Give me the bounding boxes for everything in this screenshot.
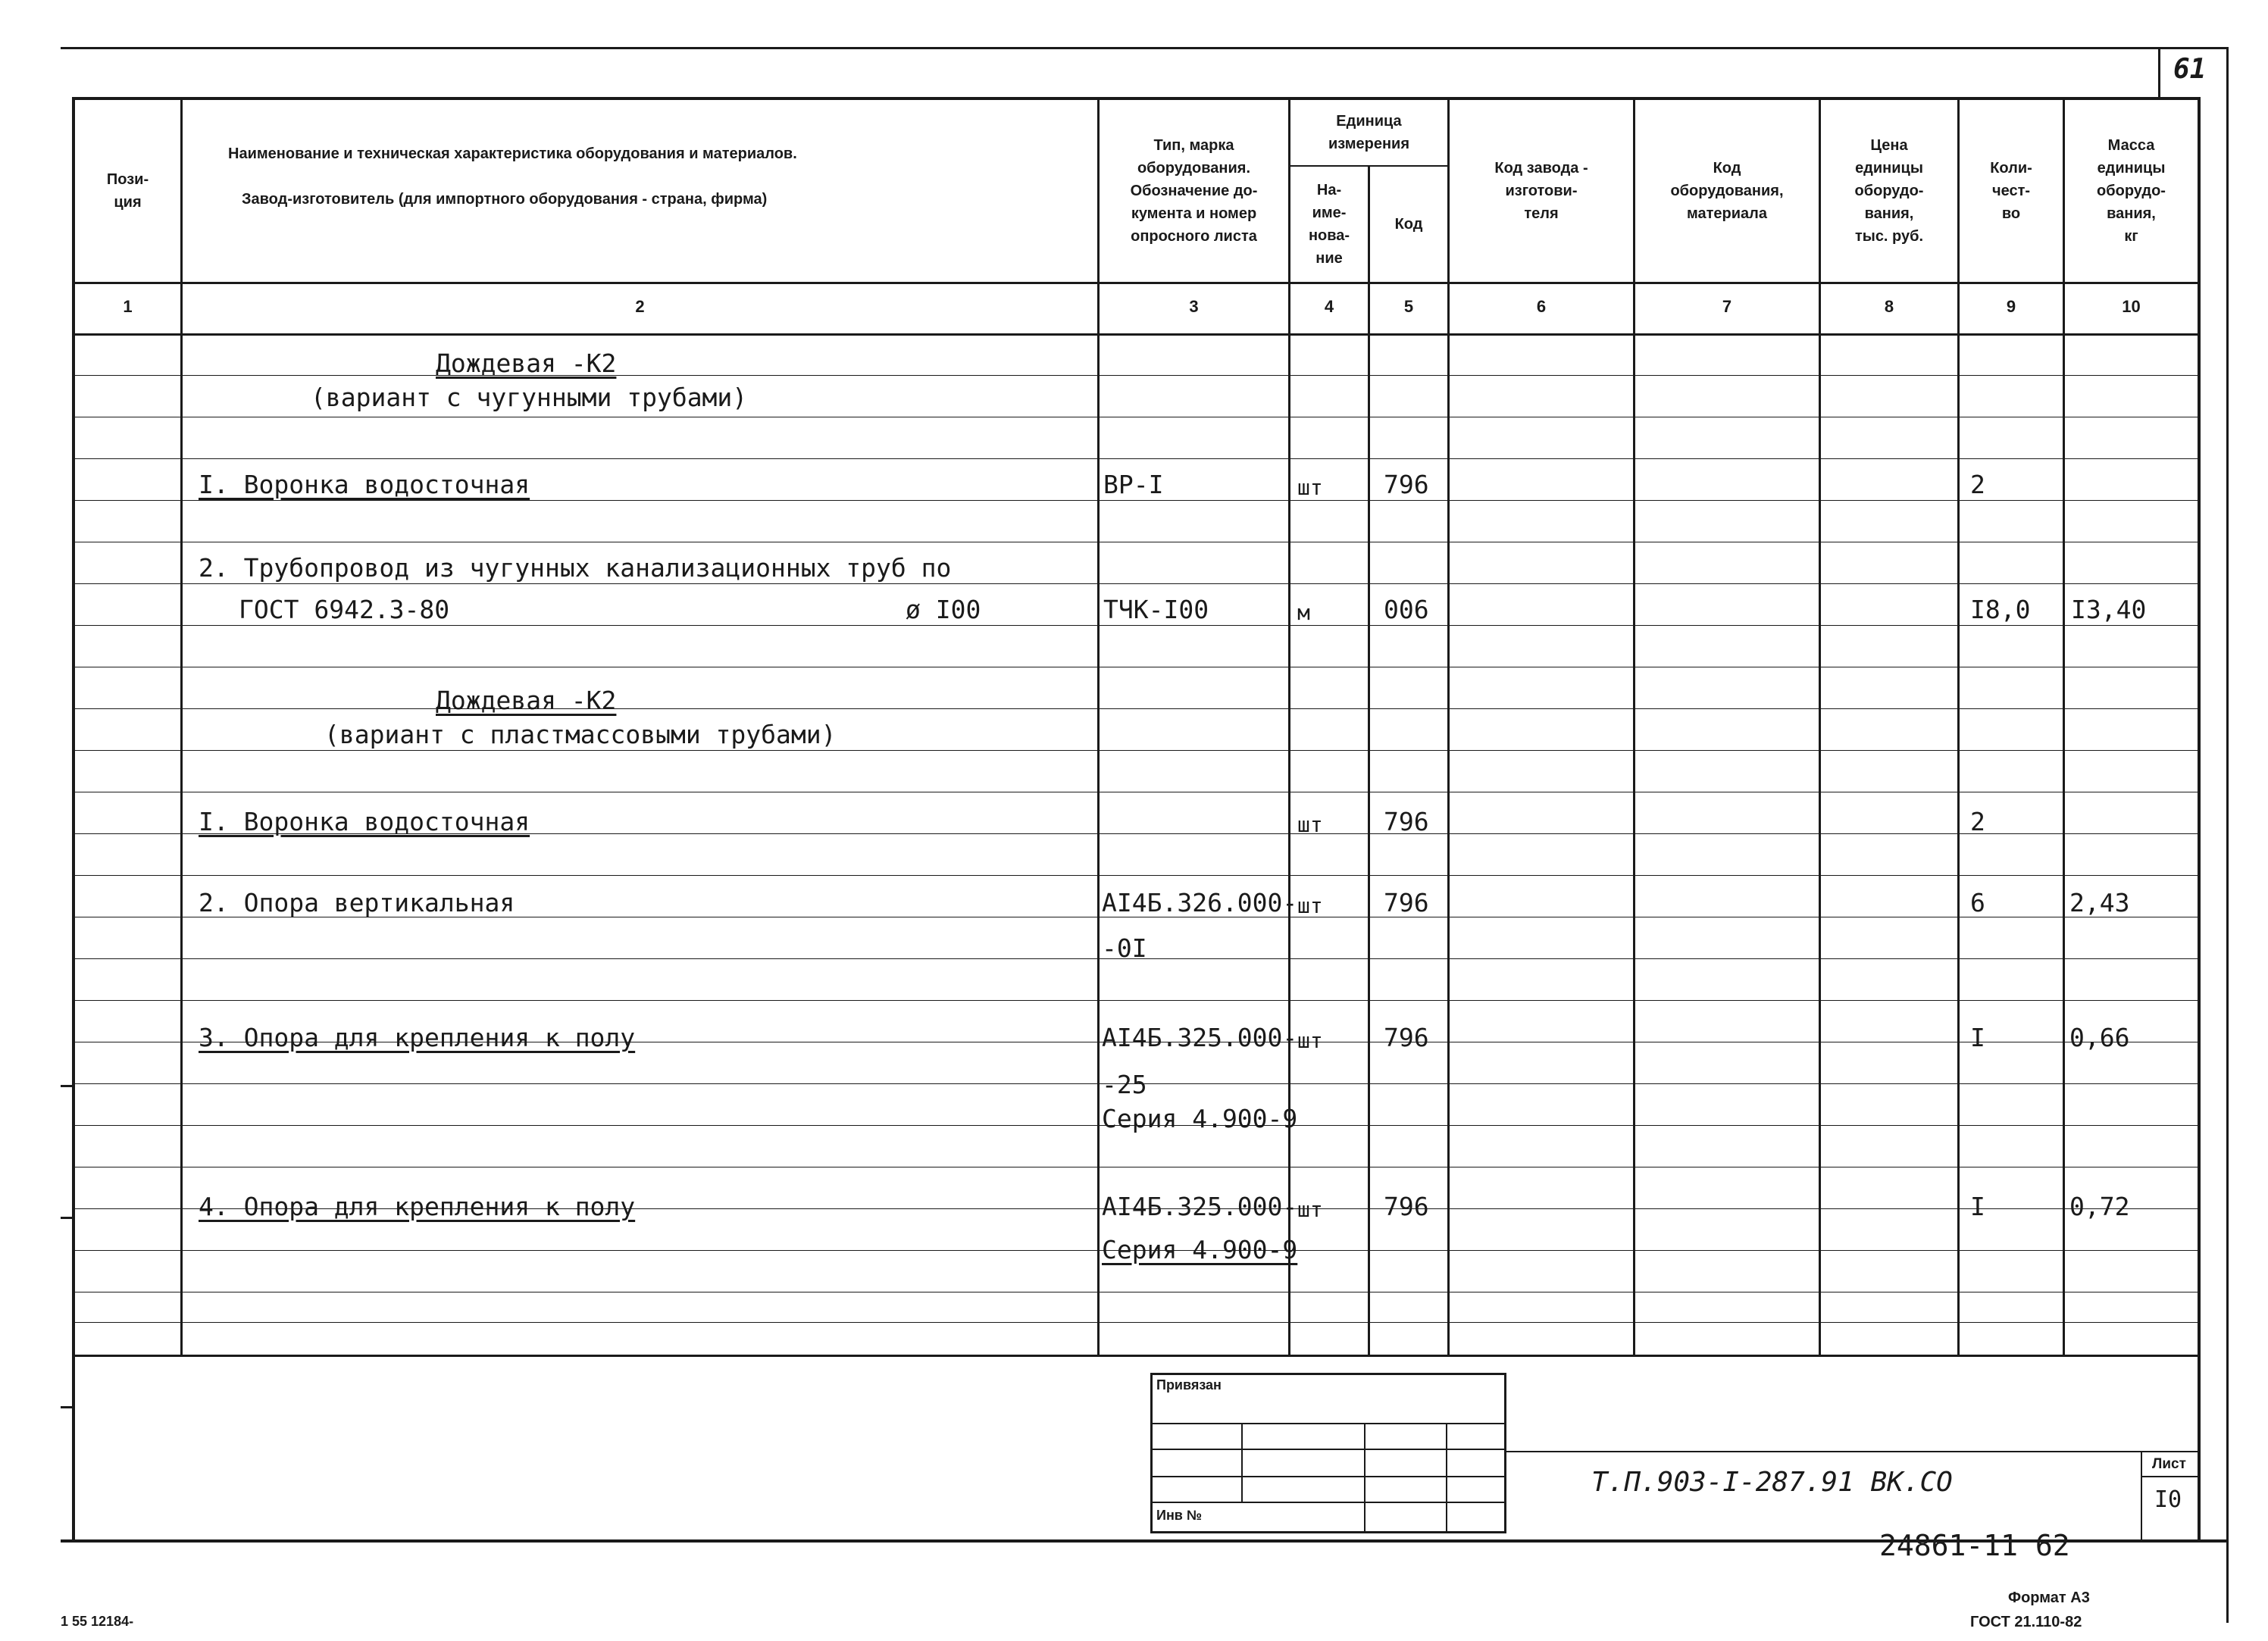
row6-name: 4. Опора для крепления к полу <box>199 1192 636 1221</box>
colnum-7: 7 <box>1722 297 1732 316</box>
stamp-hline-4 <box>1150 1502 1506 1503</box>
colnum-8: 8 <box>1884 297 1894 316</box>
row1-qty: 2 <box>1970 470 1985 499</box>
row5-type3: Серия 4.900-9 <box>1102 1104 1298 1133</box>
sheet-box-left <box>2158 47 2160 100</box>
row2b-code: 006 <box>1384 595 1429 624</box>
header-factory-code: Код завода - изготови- теля <box>1494 160 1588 222</box>
row-line <box>72 625 2200 626</box>
row4-qty: 6 <box>1970 888 1985 917</box>
row6-mass: 0,72 <box>2069 1192 2130 1221</box>
list-box-left <box>2141 1451 2142 1540</box>
row3-qty: 2 <box>1970 807 1985 836</box>
frame-right <box>2226 47 2229 1623</box>
colnum-bottom <box>72 333 2200 336</box>
row-line <box>72 375 2200 376</box>
stamp-hline-2 <box>1150 1449 1506 1450</box>
row6-type: АI4Б.325.000- <box>1102 1192 1298 1221</box>
header-position: Пози- ция <box>106 171 149 211</box>
colnum-2: 2 <box>635 297 645 316</box>
row6-unit: шт <box>1297 1197 1323 1222</box>
row-line <box>72 458 2200 459</box>
row4-name: 2. Опора вертикальная <box>199 888 515 917</box>
colnum-1: 1 <box>123 297 133 316</box>
row-line <box>72 500 2200 501</box>
row3-unit: шт <box>1297 812 1323 837</box>
header-name-line2: Завод-изготовитель (для импортного оборудования - страна, фирма) <box>242 191 768 208</box>
row2b-mass: I3,40 <box>2071 595 2147 624</box>
row3-code: 796 <box>1384 807 1429 836</box>
row5-name: 3. Опора для крепления к полу <box>199 1023 636 1052</box>
row4-unit: шт <box>1297 893 1323 918</box>
stamp-block <box>1150 1373 1506 1533</box>
row2-name: 2. Трубопровод из чугунных канализационных труб по <box>199 553 952 583</box>
row5-unit: шт <box>1297 1028 1323 1053</box>
header-name <box>183 100 1097 282</box>
section2-subtitle: (вариант с пластмассовыми трубами) <box>324 720 837 749</box>
body-bottom <box>72 1355 2200 1357</box>
row-line <box>72 1000 2200 1001</box>
row-line <box>72 750 2200 751</box>
row6-code: 796 <box>1384 1192 1429 1221</box>
header-unit-code: Код <box>1394 216 1423 233</box>
header-name-line1: Наименование и техническая характеристика оборудования и материалов. <box>228 145 797 162</box>
vline-4 <box>1368 165 1370 1356</box>
section1-title: Дождевая -К2 <box>436 349 617 378</box>
bottom-number: 24861-11 62 <box>1879 1529 2070 1562</box>
list-value: I0 <box>2154 1486 2182 1513</box>
stamp-hline-1 <box>1150 1423 1506 1424</box>
colnum-9: 9 <box>2006 297 2016 316</box>
row4-type: АI4Б.326.000- <box>1102 888 1298 917</box>
header-unit-name: На- име- нова- ние <box>1308 182 1350 267</box>
margin-tick <box>61 1406 73 1408</box>
header-material-code: Код оборудования, материала <box>1670 160 1784 222</box>
table-right <box>2198 97 2201 1540</box>
stamp-privyazan: Привязан <box>1156 1377 1222 1393</box>
colnum-4: 4 <box>1324 297 1334 316</box>
section2-title: Дождевая -К2 <box>436 686 617 715</box>
sheet-number-mark: 61 <box>2173 54 2207 85</box>
row5-qty: I <box>1970 1023 1985 1052</box>
bottom-left-code: 1 55 12184- <box>61 1614 134 1629</box>
row4-code: 796 <box>1384 888 1429 917</box>
colnum-6: 6 <box>1536 297 1547 316</box>
row4-type2: -0I <box>1102 933 1147 963</box>
gost-label: ГОСТ 21.110-82 <box>1970 1614 2082 1630</box>
colnum-10: 10 <box>2122 297 2141 316</box>
row1-unit: шт <box>1297 475 1323 500</box>
row2b-type: ТЧК-I00 <box>1103 595 1209 624</box>
row2b-diameter: ø I00 <box>906 595 981 624</box>
row5-type: АI4Б.325.000- <box>1102 1023 1298 1052</box>
stamp-inv: Инв № <box>1156 1508 1202 1523</box>
document-code: Т.П.903-I-287.91 ВК.СО <box>1591 1467 1953 1498</box>
stamp-hline-3 <box>1150 1476 1506 1477</box>
row-line <box>72 708 2200 709</box>
header-mass: Масса единицы оборудо- вания, кг <box>2097 137 2166 245</box>
stamp-vline-3 <box>1446 1423 1447 1533</box>
section1-subtitle: (вариант с чугунными трубами) <box>311 383 748 412</box>
row6-type2: Серия 4.900-9 <box>1102 1235 1298 1264</box>
row5-code: 796 <box>1384 1023 1429 1052</box>
row2b-qty: I8,0 <box>1970 595 2031 624</box>
stamp-vline-2 <box>1364 1423 1365 1533</box>
row-line <box>72 1322 2200 1323</box>
row-line <box>72 583 2200 584</box>
row5-mass: 0,66 <box>2069 1023 2130 1052</box>
format-label: Формат А3 <box>2008 1589 2090 1606</box>
row2b-unit: м <box>1297 600 1310 625</box>
code-box-top <box>1506 1451 2200 1452</box>
list-label: Лист <box>2152 1456 2186 1472</box>
margin-tick <box>61 1085 73 1087</box>
colnum-5: 5 <box>1403 297 1414 316</box>
stamp-vline-1 <box>1241 1423 1243 1503</box>
header-unit-group: Единица измерения <box>1328 113 1410 152</box>
header-type: Тип, марка оборудования. Обозначение до- кумента и номер опросного листа <box>1130 137 1258 245</box>
row1-code: 796 <box>1384 470 1429 499</box>
top-rule <box>61 47 2228 49</box>
list-box-divider <box>2141 1476 2200 1477</box>
row1-type: ВР-I <box>1103 470 1164 499</box>
row3-name: I. Воронка водосточная <box>199 807 530 836</box>
row-line <box>72 875 2200 876</box>
margin-tick <box>61 1217 73 1219</box>
header-bottom <box>72 282 2200 284</box>
row4-mass: 2,43 <box>2069 888 2130 917</box>
row6-qty: I <box>1970 1192 1985 1221</box>
row2b-name: ГОСТ 6942.3-80 <box>239 595 450 624</box>
colnum-3: 3 <box>1189 297 1199 316</box>
row1-name: I. Воронка водосточная <box>199 470 530 499</box>
row5-type2: -25 <box>1102 1070 1147 1099</box>
header-quantity: Коли- чест- во <box>1990 160 2032 222</box>
header-price: Цена единицы оборудо- вания, тыс. руб. <box>1854 137 1924 245</box>
